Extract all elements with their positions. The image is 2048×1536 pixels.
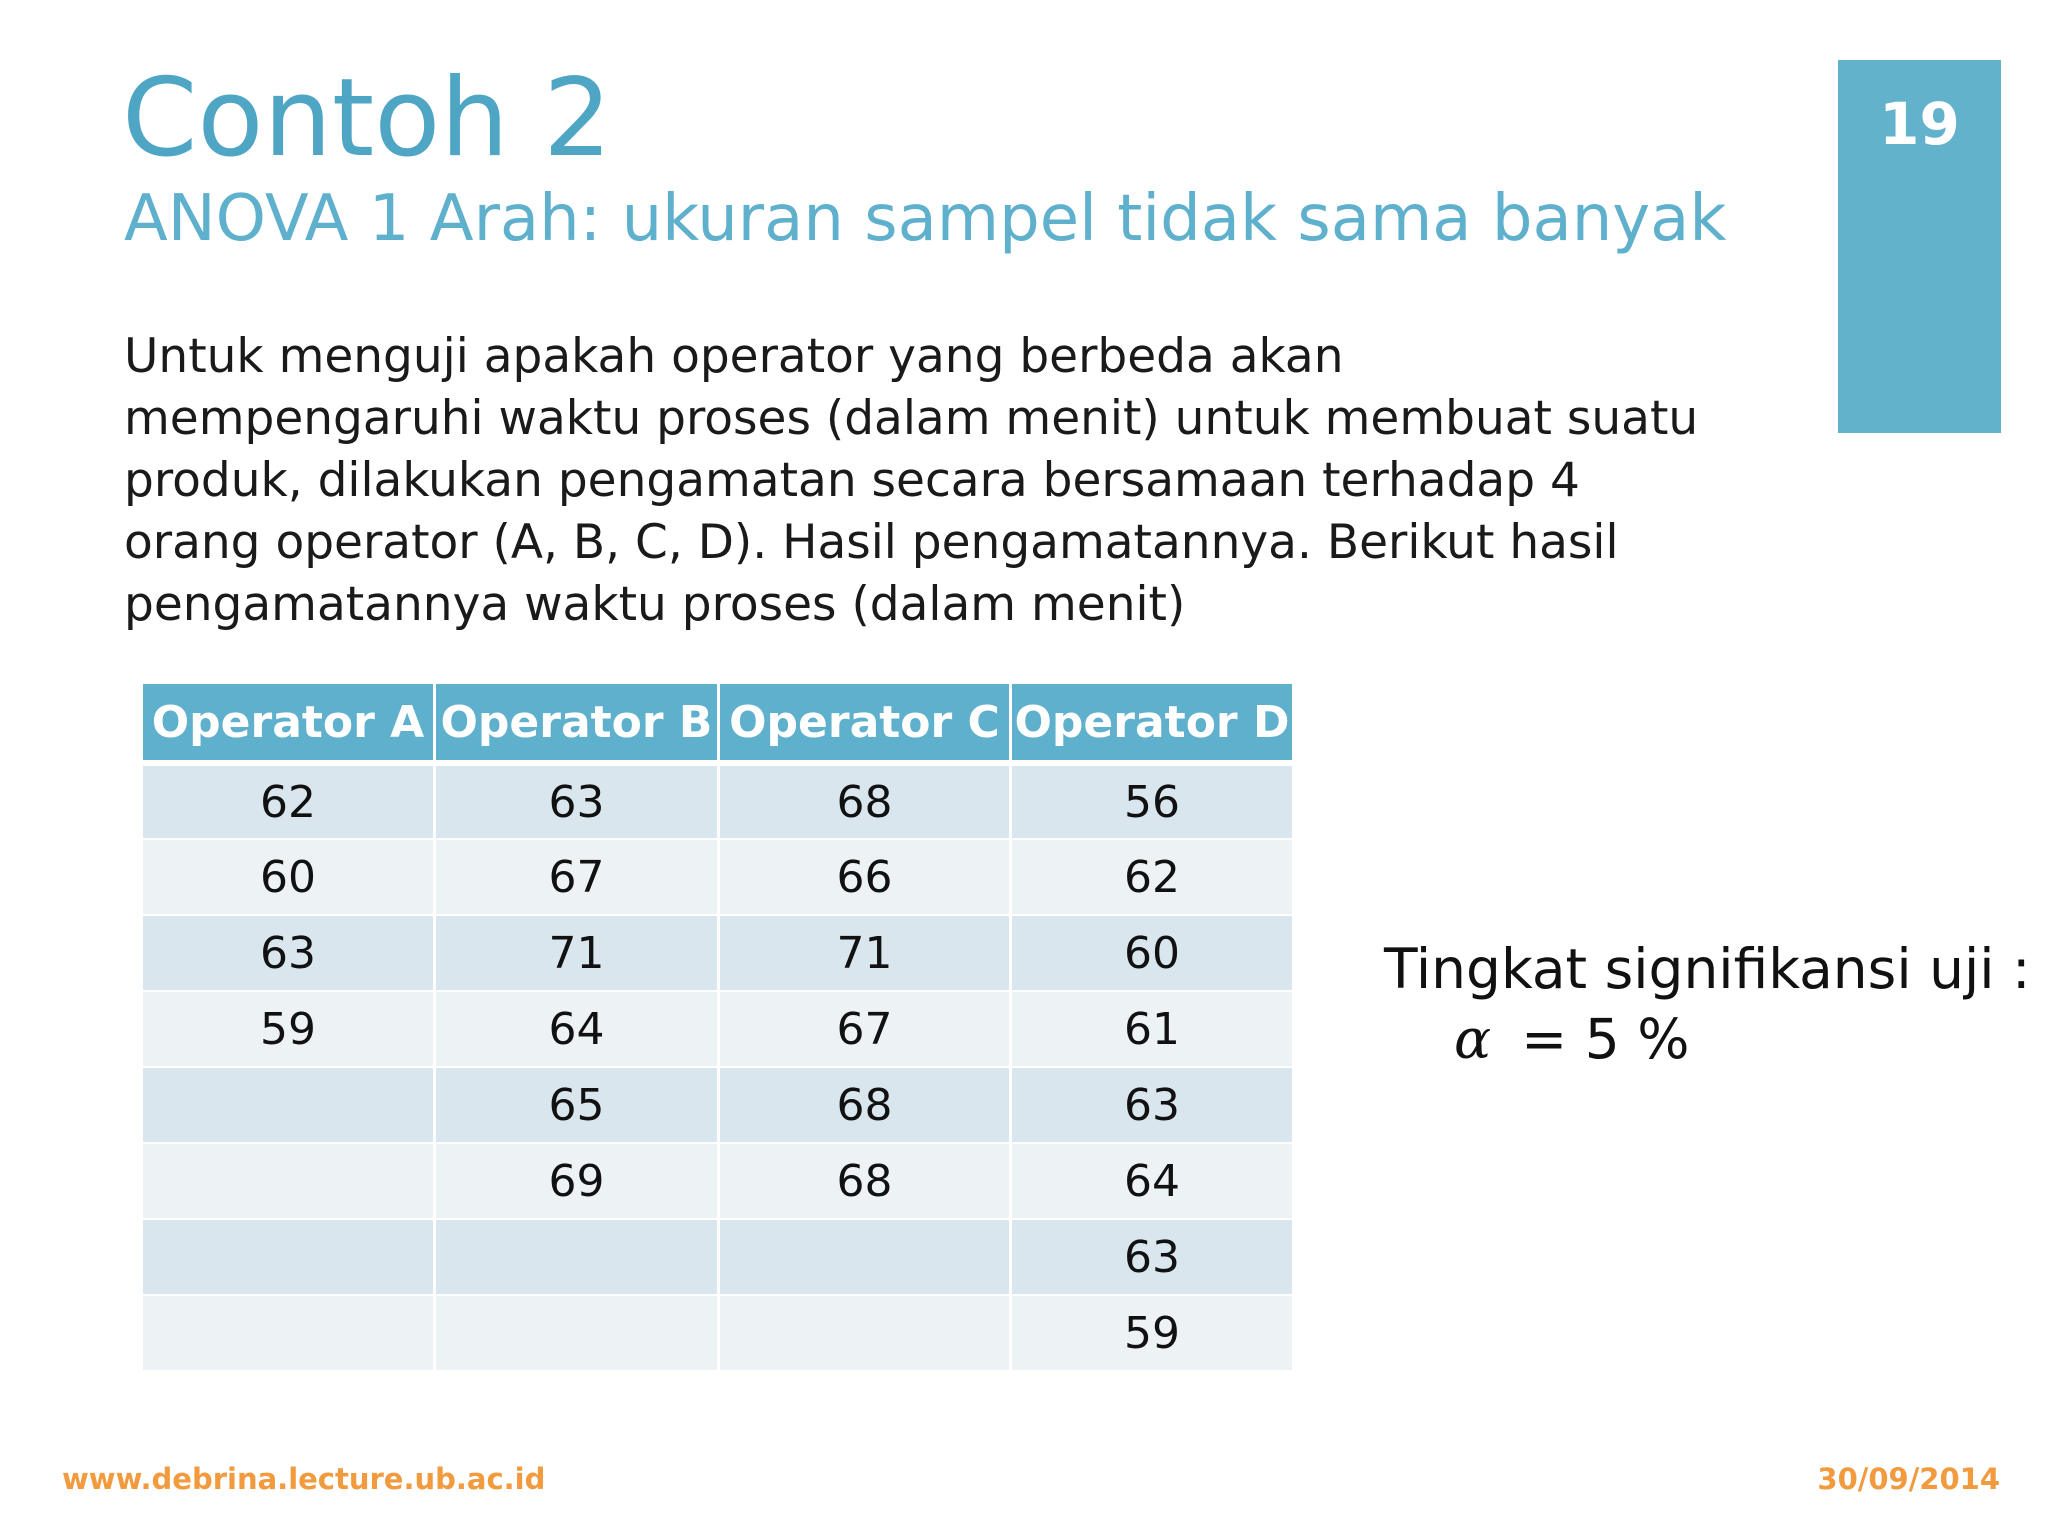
table-cell: 68 <box>719 763 1011 839</box>
operator-time-table <box>140 684 1295 1372</box>
significance-label: Tingkat signifikansi uji : <box>1384 937 2031 1001</box>
table-cell <box>142 1067 435 1143</box>
table-cell <box>435 1295 719 1371</box>
table-cell: 71 <box>435 915 719 991</box>
header-operator-d: Operator D <box>1011 684 1294 763</box>
table-row <box>142 763 1294 839</box>
table-row <box>142 991 1294 1067</box>
table-cell: 60 <box>1011 915 1294 991</box>
table-cell <box>142 1143 435 1219</box>
table-cell: 62 <box>142 763 435 839</box>
body-line: mempengaruhi waktu proses (dalam menit) untuk membuat suatu <box>124 391 1699 446</box>
significance-level <box>1384 934 2031 1074</box>
slide-number: 19 <box>1879 90 1960 158</box>
table-row <box>142 1143 1294 1219</box>
body-line: Untuk menguji apakah operator yang berbeda akan <box>124 329 1344 384</box>
table-cell: 66 <box>719 839 1011 915</box>
table-cell <box>142 1219 435 1295</box>
alpha-line <box>1384 1004 2031 1074</box>
body-line: orang operator (A, B, C, D). Hasil pengamatannya. Berikut hasil <box>124 515 1619 570</box>
table-cell: 60 <box>142 839 435 915</box>
slide-title: Contoh 2 <box>122 56 612 181</box>
table-row <box>142 915 1294 991</box>
table-cell: 61 <box>1011 991 1294 1067</box>
table-cell: 63 <box>1011 1067 1294 1143</box>
table-cell: 63 <box>1011 1219 1294 1295</box>
table-cell <box>142 1295 435 1371</box>
header-operator-b: Operator B <box>435 684 719 763</box>
table-cell: 68 <box>719 1067 1011 1143</box>
table-row <box>142 1067 1294 1143</box>
footer-date: 30/09/2014 <box>1817 1462 2000 1496</box>
body-line: pengamatannya waktu proses (dalam menit) <box>124 577 1186 632</box>
table-cell <box>719 1219 1011 1295</box>
table-cell: 64 <box>1011 1143 1294 1219</box>
alpha-value: = 5 % <box>1521 1007 1690 1071</box>
header-operator-c: Operator C <box>719 684 1011 763</box>
slide-number-box <box>1838 60 2001 433</box>
table-cell: 67 <box>719 991 1011 1067</box>
table-cell <box>719 1295 1011 1371</box>
table-cell <box>435 1219 719 1295</box>
table-row <box>142 839 1294 915</box>
footer-website: www.debrina.lecture.ub.ac.id <box>62 1462 546 1496</box>
table-header-row <box>142 684 1294 763</box>
table-cell: 59 <box>142 991 435 1067</box>
table-row <box>142 1295 1294 1371</box>
table-cell: 68 <box>719 1143 1011 1219</box>
table-cell: 69 <box>435 1143 719 1219</box>
problem-description <box>124 326 1824 636</box>
table-cell: 67 <box>435 839 719 915</box>
table-cell: 63 <box>435 763 719 839</box>
alpha-symbol: α <box>1454 1007 1492 1071</box>
table-cell: 56 <box>1011 763 1294 839</box>
body-line: produk, dilakukan pengamatan secara bersamaan terhadap 4 <box>124 453 1580 508</box>
header-operator-a: Operator A <box>142 684 435 763</box>
table-cell: 59 <box>1011 1295 1294 1371</box>
table-cell: 64 <box>435 991 719 1067</box>
table-row <box>142 1219 1294 1295</box>
table-cell: 63 <box>142 915 435 991</box>
table-cell: 62 <box>1011 839 1294 915</box>
table-cell: 65 <box>435 1067 719 1143</box>
slide-subtitle: ANOVA 1 Arah: ukuran sampel tidak sama banyak <box>124 182 1727 256</box>
table-cell: 71 <box>719 915 1011 991</box>
